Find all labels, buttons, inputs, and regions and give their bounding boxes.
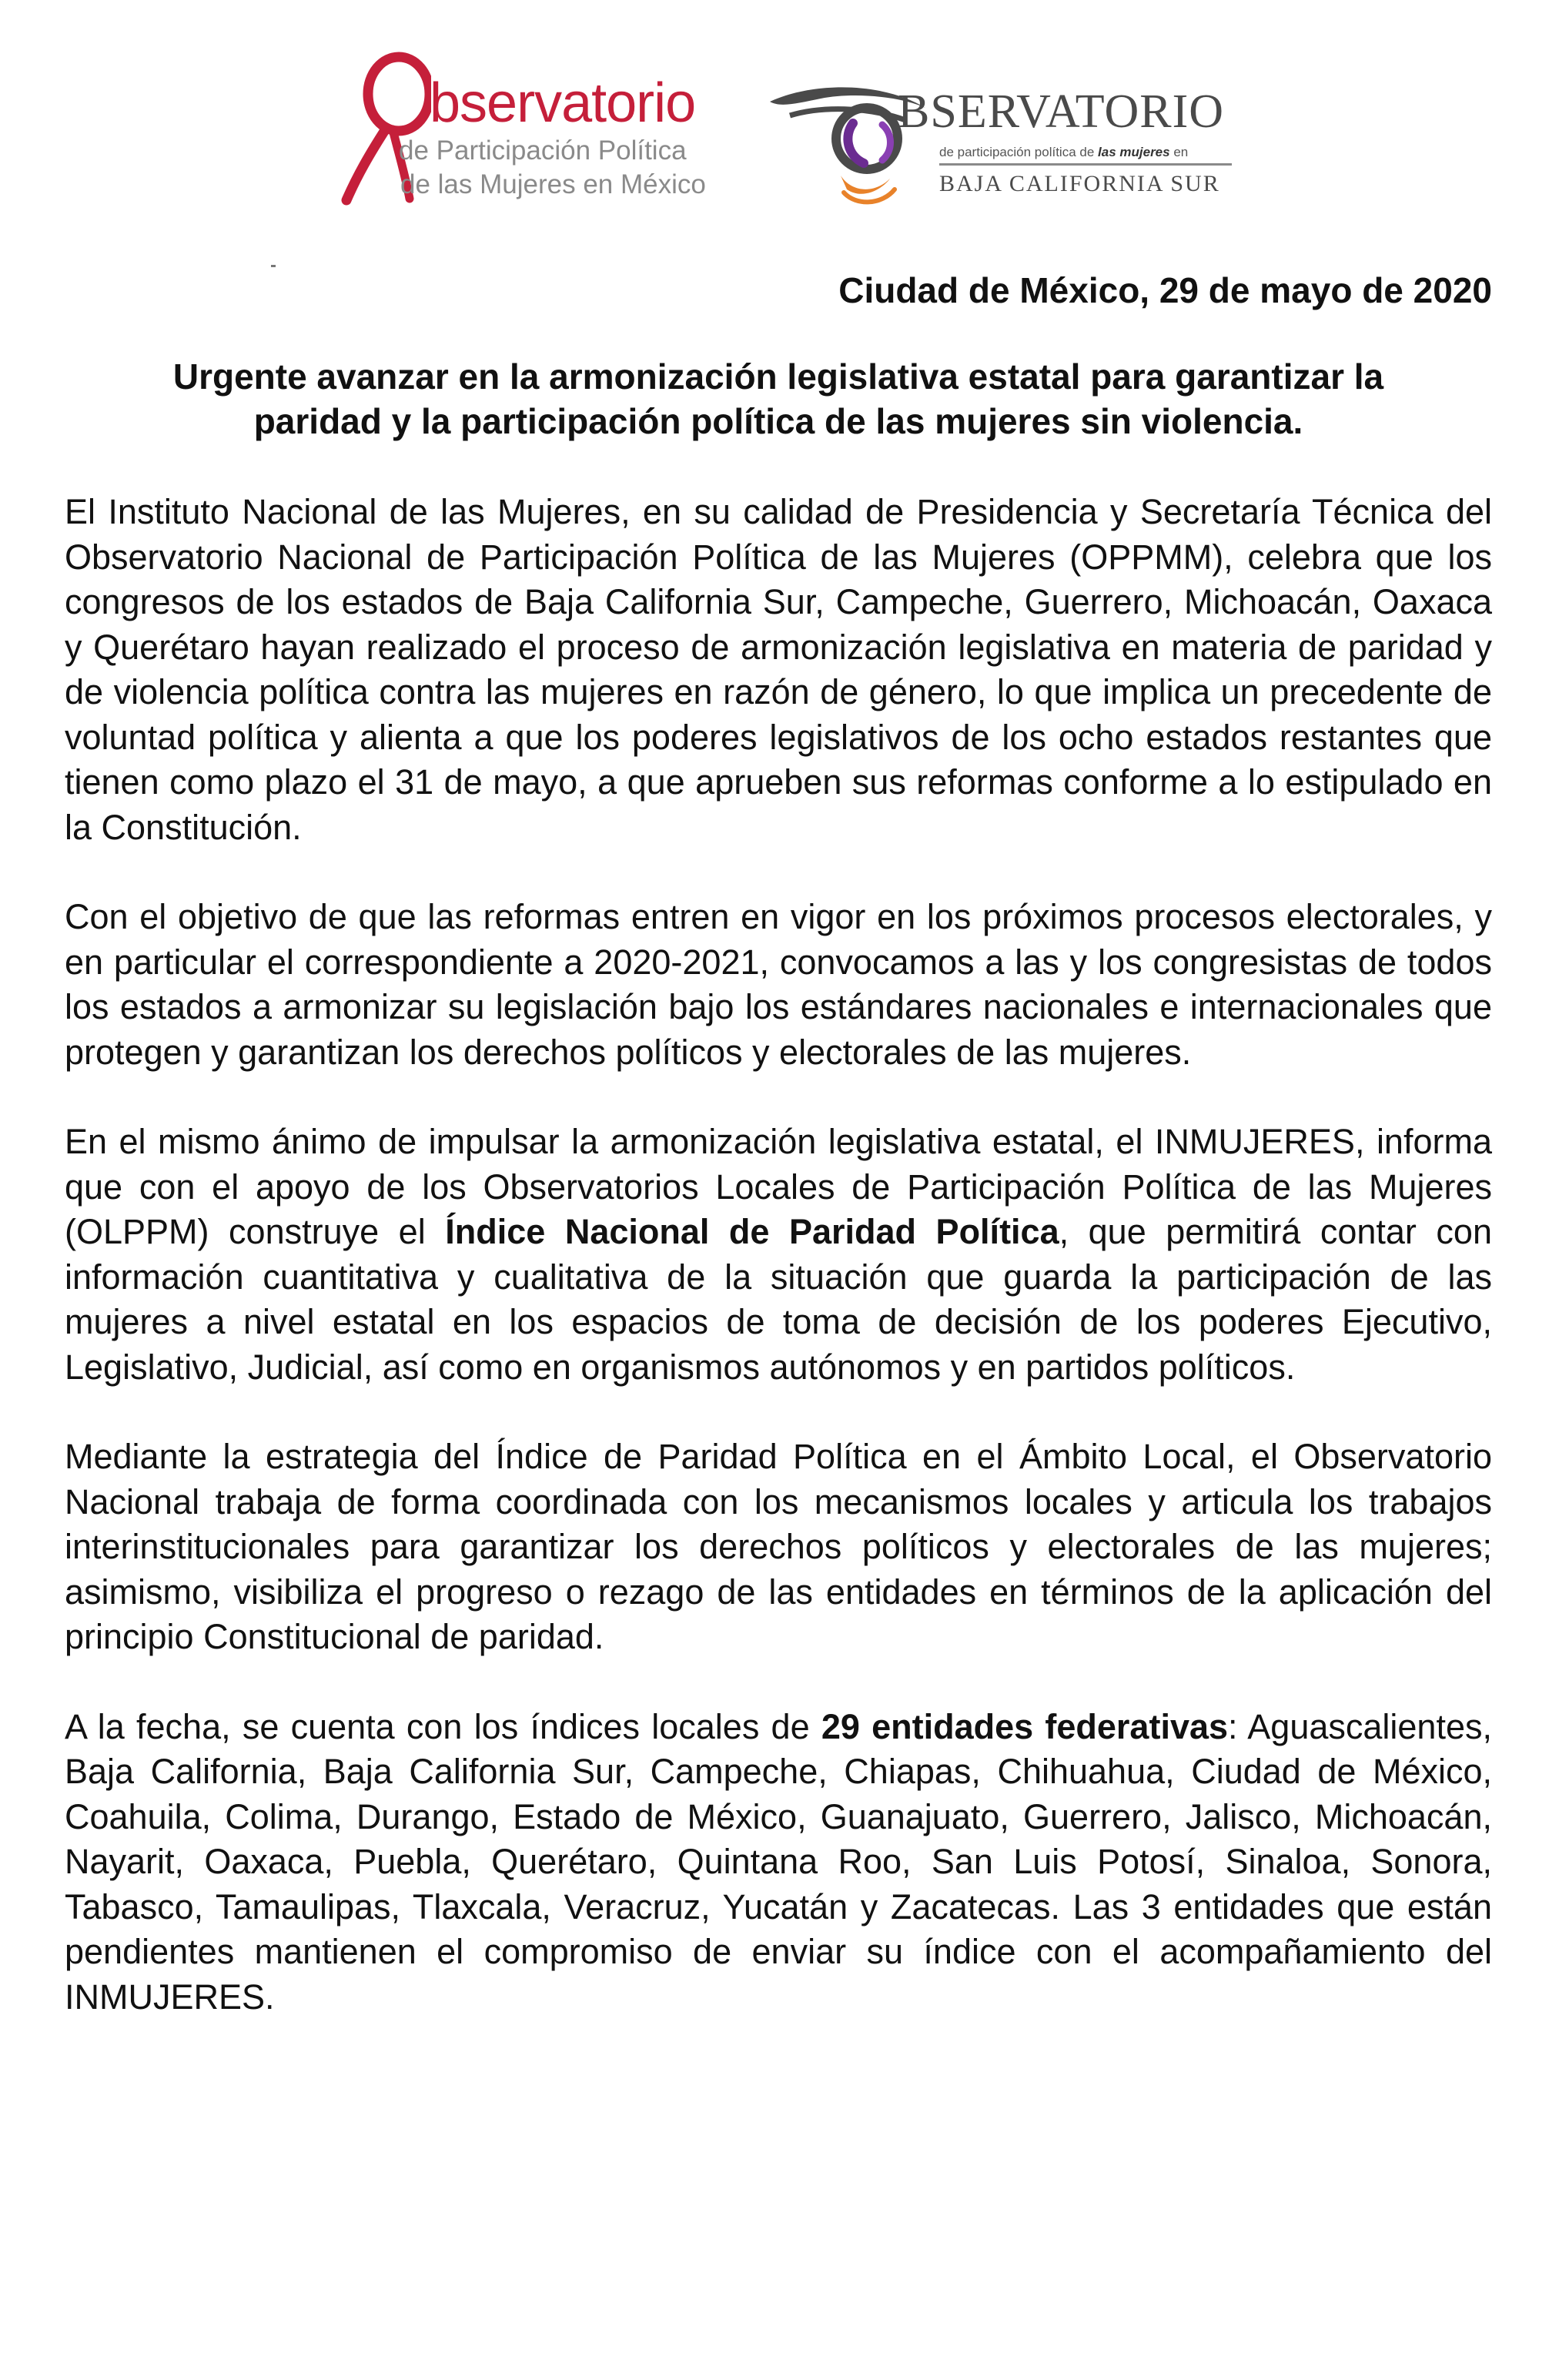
bcs-logo-rule — [939, 163, 1232, 166]
index-name-bold: Índice Nacional de Paridad Política — [445, 1212, 1059, 1251]
entities-count-bold: 29 entidades federativas — [821, 1706, 1229, 1746]
headline-line-2: paridad y la participación política de las mujeres sin violencia. — [253, 401, 1303, 441]
bcs-logo-subtitle: BAJA CALIFORNIA SUR — [939, 171, 1220, 196]
header-logos — [0, 0, 1559, 231]
oppmm-logo-line2: de las Mujeres en México — [400, 169, 706, 199]
paragraph-5: A la fecha, se cuenta con los índices locales de 29 entidades federativas: Aguascalientes, Baja California, Baja California Sur, Campeche, Chiapas, Chihuahua, Ciudad de México, Coahuila, Colima, Durango, Estado de México, Guanajuato, Guerrero, Jalisco, Michoacán, Nayarit, Oaxaca, Puebla, Querétaro, Quintana Roo, San Luis Potosí, Sinaloa, Sonora, Tabasco, Tamaulipas, Tlaxcala, Veracruz, Yucatán y Zacatecas. Las 3 entidades que están pendientes mantienen el compromiso de enviar su índice con el acompañamiento del INMUJERES. — [65, 1706, 1492, 2017]
document-date: Ciudad de México, 29 de mayo de 2020 — [838, 270, 1492, 310]
oppmm-logo-title: bservatorio — [430, 72, 696, 134]
headline-line-1: Urgente avanzar en la armonización legislativa estatal para garantizar la — [172, 356, 1384, 397]
paragraph-3: En el mismo ánimo de impulsar la armonización legislativa estatal, el INMUJERES, informa que con el apoyo de los Observatorios Locales de Participación Política de las Mujeres (OLPPM) construye el Índice Nacional de Paridad Política, que permitirá contar con información cuantitativa y cualitativa de la situación que guarda la participación de las mujeres a nivel estatal en los espacios de toma de decisión de los poderes Ejecutivo, Legislativo, Judicial, así como en organismos autónomos y en partidos políticos. — [65, 1122, 1492, 1387]
oppmm-logo — [339, 38, 754, 208]
document-headline — [65, 354, 1492, 444]
document-body — [65, 490, 1492, 2064]
paragraph-1: El Instituto Nacional de las Mujeres, en su calidad de Presidencia y Secretaría Técnica del Observatorio Nacional de Participación Política de las Mujeres (OPPMM), celebra que los congresos de los estados de Baja California Sur, Campeche, Guerrero, Michoacán, Oaxaca y Querétaro hayan realizado el proceso de armonización legislativa en materia de paridad y de violencia política contra las mujeres en razón de género, lo que implica un precedente de voluntad política y alienta a que los poderes legislativos de los ocho estados restantes que tienen como plazo el 31 de mayo, a que aprueben sus reformas conforme a lo estipulado en la Constitución. — [65, 492, 1492, 847]
scan-speck — [271, 265, 276, 267]
bcs-logo-title: BSERVATORIO — [898, 85, 1225, 138]
bcs-observatory-logo — [767, 77, 1244, 208]
paragraph-4: Mediante la estrategia del Índice de Paridad Política en el Ámbito Local, el Observatorio Nacional trabaja de forma coordinada con los mecanismos locales y articula los trabajos interinstitucionales para garantizar los derechos políticos y electorales de las mujeres; asimismo, visibiliza el progreso o rezago de las entidades en términos de la aplicación del principio Constitucional de paridad. — [65, 1437, 1492, 1656]
oppmm-logo-line1: de Participación Política — [399, 136, 687, 166]
bcs-logo-tagline: de participación política de las mujeres en — [939, 145, 1189, 159]
paragraph-2: Con el objetivo de que las reformas entren en vigor en los próximos procesos electorales, y en particular el correspondiente a 2020-2021, convocamos a las y los congresistas de todos los estados a armonizar su legislación bajo los estándares nacionales e internacionales que protegen y garantizan los derechos políticos y electorales de las mujeres. — [65, 897, 1492, 1072]
